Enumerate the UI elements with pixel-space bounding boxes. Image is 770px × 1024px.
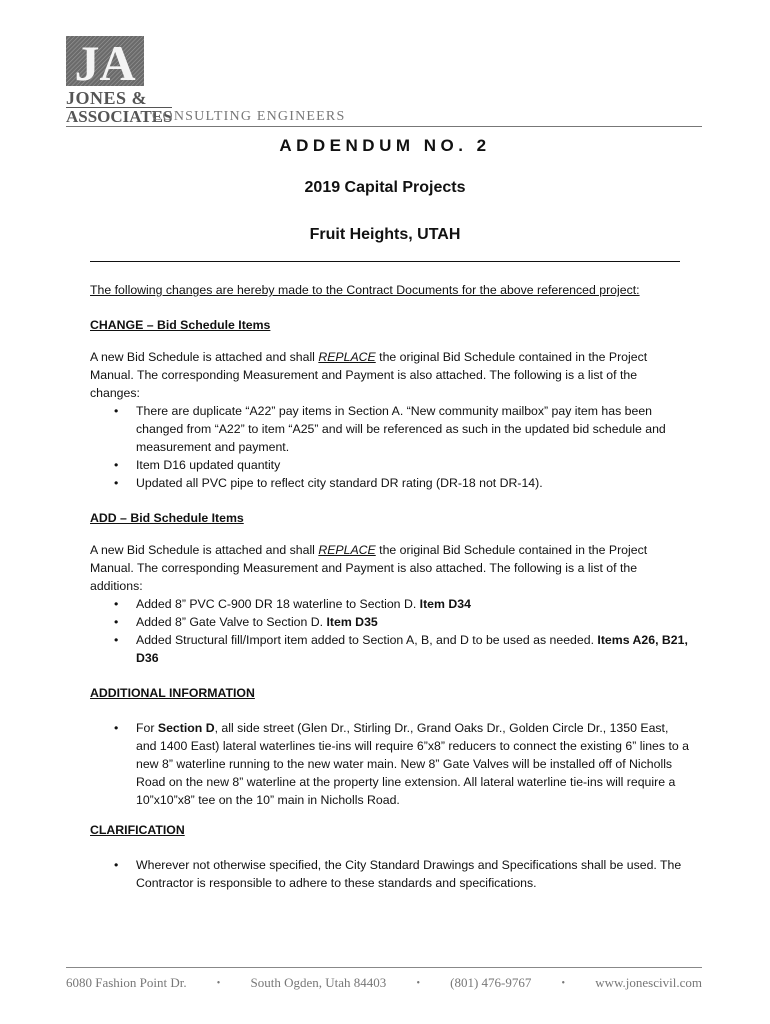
change-heading: CHANGE – Bid Schedule Items: [90, 318, 271, 332]
footer-phone: (801) 476-9767: [450, 975, 532, 990]
clarification-section: [90, 821, 690, 892]
list-item: • There are duplicate “A22” pay items in Section A. “New community mailbox” pay item has been changed from “A22” to item “A25” and will be referenced as such in the updated bid schedule and measurement and payment.: [90, 402, 690, 456]
company-logo: [66, 36, 356, 124]
logo-associates: ASSOCIATES: [66, 107, 173, 126]
add-section: [90, 509, 690, 667]
project-location: Fruit Heights, UTAH: [309, 226, 461, 243]
logo-tagline: CONSULTING ENGINEERS: [152, 109, 346, 124]
ja-monogram-logo: [66, 36, 144, 86]
list-item: • For Section D, all side street (Glen Dr., Stirling Dr., Grand Oaks Dr., Golden Circle Dr., 1350 East, and 1400 East) lateral waterlines tie-ins will require 6”x8” reducers to connect the existing 6” lines to a new 8” waterline running to the new water main. New 8” Gate Valves will be installed off of Nicholls Road on the new 8” waterline at the property line extension. All lateral waterline tie-ins will require a 10”x10”x8” tee on the 10” main in Nicholls Road.: [90, 719, 690, 809]
footer-divider: [66, 967, 702, 968]
list-item: • Wherever not otherwise specified, the City Standard Drawings and Specifications shall be used. The Contractor is responsible to adhere to these standards and specifications.: [90, 856, 690, 892]
additional-info-heading: ADDITIONAL INFORMATION: [90, 686, 255, 700]
header-divider: [66, 126, 702, 127]
change-paragraph: A new Bid Schedule is attached and shall REPLACE the original Bid Schedule contained in the Project Manual. The corresponding Measurement and Payment is also attached. The following is a list of the changes:: [90, 350, 648, 400]
footer-address: 6080 Fashion Point Dr.: [66, 975, 187, 990]
change-list: [90, 402, 690, 492]
logo-company-name: JONES &: [66, 88, 148, 108]
list-item: • Added 8” PVC C-900 DR 18 waterline to Section D. Item D34: [90, 595, 690, 613]
add-paragraph: A new Bid Schedule is attached and shall REPLACE the original Bid Schedule contained in the Project Manual. The corresponding Measurement and Payment is also attached. The following is a list of the additions:: [90, 543, 648, 593]
change-section: [90, 316, 690, 492]
footer-city: South Ogden, Utah 84403: [250, 975, 387, 990]
svg-text:JA: JA: [74, 36, 136, 86]
list-item: • Item D16 updated quantity: [90, 456, 690, 474]
addendum-title: ADDENDUM NO. 2: [279, 136, 491, 155]
list-item: • Updated all PVC pipe to reflect city standard DR rating (DR-18 not DR-14).: [90, 474, 690, 492]
replace-emphasis: REPLACE: [318, 543, 376, 557]
additional-info-section: [90, 684, 690, 809]
additional-info-list: [90, 719, 690, 809]
list-item: • Added 8” Gate Valve to Section D. Item D35: [90, 613, 690, 631]
footer-website: www.jonescivil.com: [595, 975, 702, 990]
clarification-list: [90, 856, 690, 892]
add-heading: ADD – Bid Schedule Items: [90, 511, 244, 525]
footer-separator: •: [561, 977, 566, 989]
replace-emphasis: REPLACE: [318, 350, 376, 364]
project-title: 2019 Capital Projects: [304, 179, 466, 196]
list-item: • Added Structural fill/Import item added to Section A, B, and D to be used as needed. Items A26, B21, D36: [90, 631, 690, 667]
clarification-heading: CLARIFICATION: [90, 823, 185, 837]
footer-separator: •: [416, 977, 420, 989]
footer: [66, 975, 702, 991]
intro-statement: The following changes are hereby made to the Contract Documents for the above referenced project:: [90, 283, 640, 297]
title-divider: [90, 261, 680, 262]
add-list: [90, 595, 690, 667]
footer-separator: •: [216, 977, 221, 989]
